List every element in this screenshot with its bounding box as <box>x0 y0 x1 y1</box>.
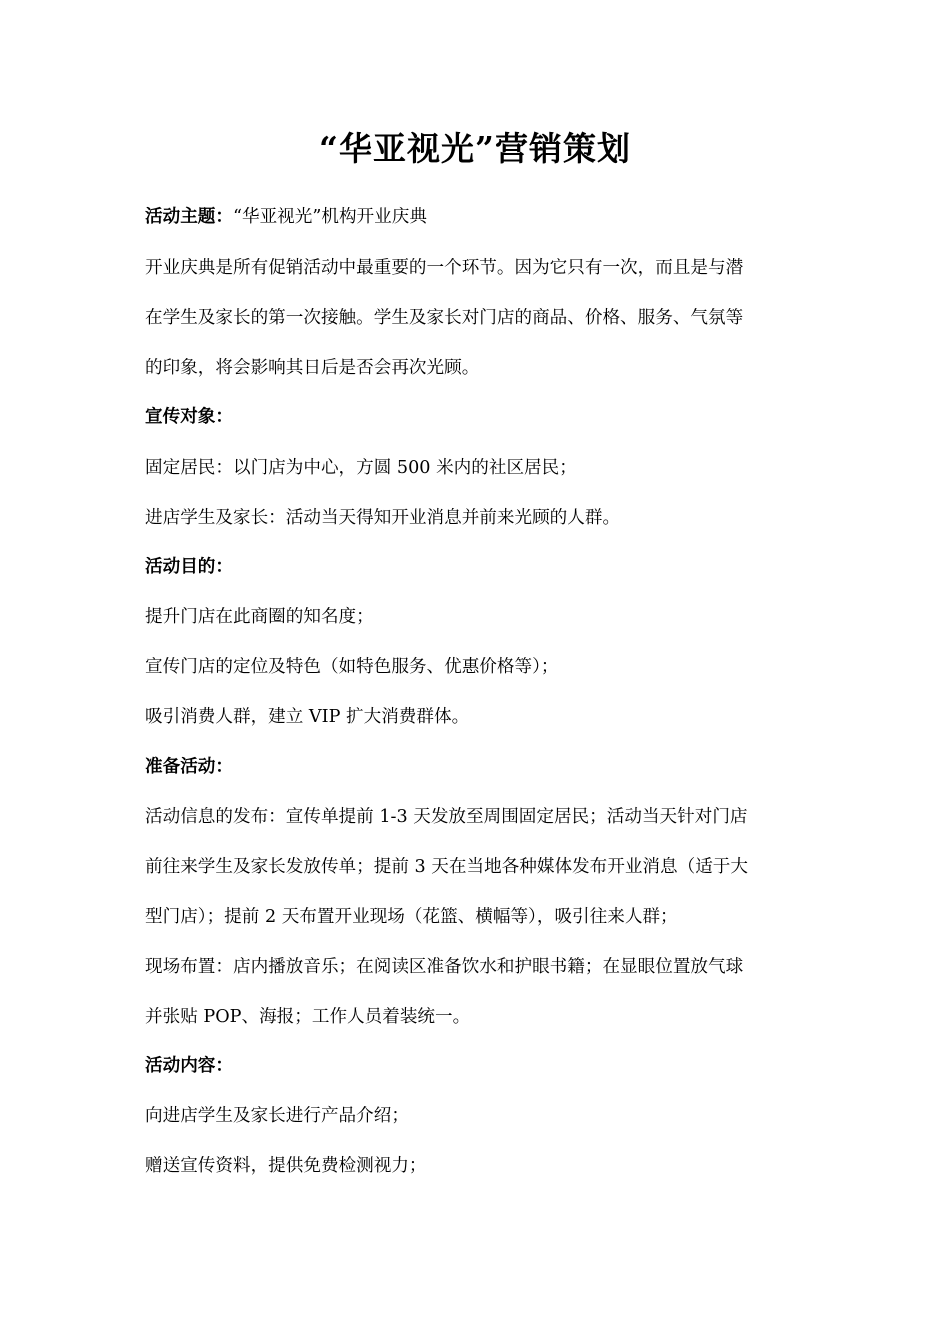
prep-line: 并张贴 POP、海报；工作人员着装统一。 <box>145 1007 471 1027</box>
theme-line <box>145 204 805 230</box>
goals-item: 吸引消费人群，建立 VIP 扩大消费群体。 <box>145 707 470 727</box>
prep-line: 活动信息的发布：宣传单提前 1-3 天发放至周围固定居民；活动当天针对门店 <box>145 807 748 827</box>
goals-heading: 活动目的： <box>145 556 233 577</box>
document-title: “华亚视光”营销策划 <box>319 129 631 168</box>
content-item: 赠送宣传资料，提供免费检测视力； <box>145 1156 427 1176</box>
prep-line: 型门店）；提前 2 天布置开业现场（花篮、横幅等），吸引往来人群； <box>145 907 678 927</box>
audience-heading: 宣传对象： <box>145 406 233 427</box>
intro-line: 开业庆典是所有促销活动中最重要的一个环节。因为它只有一次，而且是与潜 <box>145 258 744 278</box>
content-item: 向进店学生及家长进行产品介绍； <box>145 1106 409 1126</box>
goals-item: 提升门店在此商圈的知名度； <box>145 607 374 627</box>
goals-item: 宣传门店的定位及特色（如特色服务、优惠价格等）； <box>145 657 559 677</box>
content-heading: 活动内容： <box>145 1055 233 1076</box>
audience-item: 固定居民：以门店为中心，方圆 500 米内的社区居民； <box>145 458 577 478</box>
prep-line: 现场布置：店内播放音乐；在阅读区准备饮水和护眼书籍；在显眼位置放气球 <box>145 957 744 977</box>
intro-line: 在学生及家长的第一次接触。学生及家长对门店的商品、价格、服务、气氛等 <box>145 308 744 328</box>
theme-label: 活动主题： <box>145 206 233 227</box>
audience-item: 进店学生及家长：活动当天得知开业消息并前来光顾的人群。 <box>145 508 621 528</box>
prep-heading: 准备活动： <box>145 756 233 777</box>
prep-line: 前往来学生及家长发放传单；提前 3 天在当地各种媒体发布开业消息（适于大 <box>145 857 748 877</box>
theme-value: “华亚视光”机构开业庆典 <box>232 207 427 227</box>
intro-line: 的印象，将会影响其日后是否会再次光顾。 <box>145 358 480 378</box>
